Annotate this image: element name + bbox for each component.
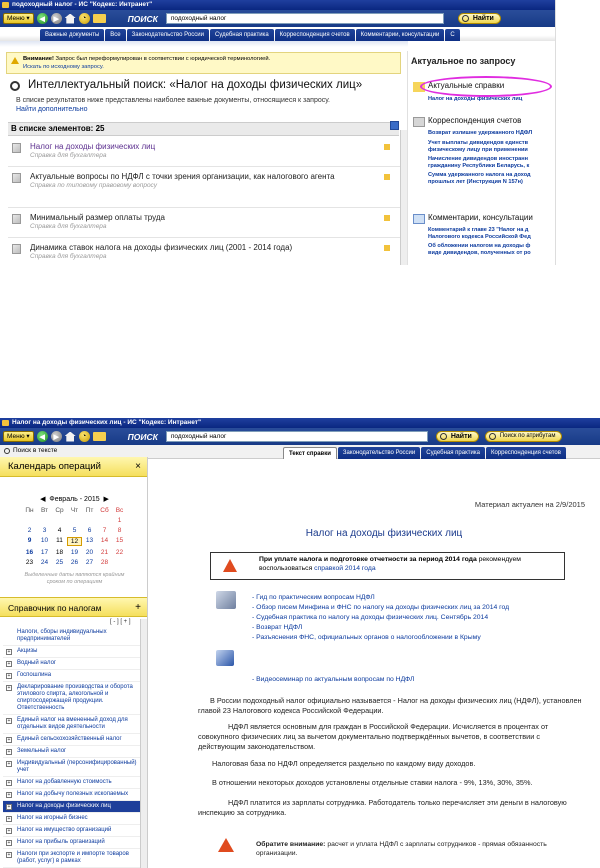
expand-icon[interactable]: + — [7, 749, 11, 755]
paragraph-2: НДФЛ является основным для граждан в Российской Федерации. Исчисляется в процентах от совокупного физических лиц за вычетом документально подтверждённых вычетов, в соответствии с действующим законодательством. — [198, 722, 549, 751]
paragraph-3: Налоговая база по НДФЛ определяется раздельно по каждому виду доходов. — [212, 759, 476, 768]
tab-bar — [0, 27, 555, 41]
paragraph-5: НДФЛ платится из зарплаты сотрудника. Работодатель только перечисляет эти деньги в налоговую инспекцию за сотрудника. — [198, 798, 567, 817]
tree-item[interactable] — [3, 849, 140, 868]
menu-label: Меню — [7, 433, 25, 440]
seminar-link[interactable]: - Видеосеминар по актуальным вопросам по НДФЛ — [252, 676, 415, 683]
doc-type: Справка для бухгалтера — [30, 152, 107, 159]
correspondence-link[interactable]: Возврат излишне удержанного НДФЛ — [428, 130, 533, 136]
calendar-grid — [22, 507, 127, 566]
tab-reference-text[interactable]: Текст справки — [283, 447, 337, 459]
list-item[interactable] — [12, 172, 402, 189]
separator — [8, 207, 408, 208]
notice-text: Запрос был переформулирован в соответствии с юридической терминологией. — [53, 56, 271, 62]
calendar-day[interactable]: 9 — [27, 537, 32, 544]
list-count-header: В списке элементов: 25 — [8, 122, 399, 136]
calendar-empty-cell: . — [73, 517, 76, 524]
tree-item[interactable] — [3, 746, 140, 758]
results-intro: В списке результатов ниже представлены наиболее важные документы, относящиеся к запросу. — [16, 97, 330, 104]
list-item[interactable] — [12, 213, 402, 230]
weekday-label: Пт — [85, 507, 94, 514]
close-icon[interactable]: × — [135, 461, 141, 472]
calendar-day[interactable]: 8 — [117, 527, 122, 534]
tree-item-label: Единый сельскохозяйственный налог — [17, 736, 122, 742]
seminar-icon — [216, 650, 234, 666]
expand-icon[interactable]: + — [7, 649, 11, 655]
expand-icon[interactable]: + — [7, 673, 11, 679]
court-practice-link[interactable]: - Судебная практика по налогу на доходы физических лиц. Сентябрь 2014 — [252, 614, 489, 621]
expand-icon[interactable]: + — [7, 804, 11, 810]
tree-item-label: Налог на игорный бизнес — [17, 815, 88, 821]
weekday-label: Ср — [55, 507, 64, 514]
calendar-day[interactable]: 19 — [70, 549, 79, 556]
document-title: Налог на доходы физических лиц — [305, 528, 463, 539]
expand-icon[interactable]: + — [7, 761, 11, 767]
forward-icon[interactable]: ▶ — [51, 431, 62, 442]
tree-item-label: Налог на прибыль организаций — [17, 839, 105, 845]
tree-item[interactable] — [3, 715, 140, 734]
calendar-day[interactable]: 1 — [117, 517, 122, 524]
tree-item[interactable] — [3, 825, 140, 837]
folder-icon[interactable] — [93, 432, 106, 441]
calendar-day-today[interactable]: 12 — [67, 537, 82, 546]
back-icon[interactable]: ◀ — [37, 431, 48, 442]
comment-link[interactable]: Об обложении налогом на доходы ф — [428, 243, 531, 249]
expand-icon[interactable]: + — [7, 828, 11, 834]
guide-link[interactable]: - Гид по практическим вопросам НДФЛ — [252, 594, 375, 601]
expand-icon[interactable]: + — [7, 852, 11, 858]
left-panel — [0, 457, 148, 868]
calendar-day[interactable]: 22 — [115, 549, 124, 556]
find-button[interactable] — [436, 431, 479, 442]
separator — [8, 237, 408, 238]
folder-icon[interactable] — [93, 14, 106, 23]
tab-bar — [283, 445, 600, 459]
expand-icon[interactable]: + — [7, 685, 11, 691]
tree-item-label: Водный налог — [17, 660, 57, 666]
calendar-day[interactable]: 16 — [25, 549, 34, 556]
weekday-label: Вт — [40, 507, 49, 514]
calendar-day[interactable]: 21 — [100, 549, 109, 556]
comment-link[interactable]: Комментарий к главе 23 "Налог на д — [428, 227, 529, 233]
tree-item-label: Земельный налог — [17, 748, 67, 754]
document-icon — [12, 173, 21, 183]
calendar-empty-cell: . — [58, 517, 61, 524]
correspondence-link[interactable]: Начисление дивидендов иностранн — [428, 156, 529, 162]
calendar-day[interactable]: 13 — [85, 537, 94, 544]
list-options-icon[interactable] — [390, 121, 399, 130]
attribute-search-label: Поиск по атрибутам — [499, 433, 556, 439]
correspondence-link[interactable]: физическому лицу при применении — [428, 146, 528, 153]
actual-panel-title: Актуальное по запросу — [411, 56, 516, 66]
notice-bold: Внимание! — [23, 56, 54, 62]
tree-item-label: Налог на добавленную стоимость — [17, 779, 112, 785]
tree-item-label: Налог на доходы физических лиц — [17, 803, 111, 809]
doc-type: Справка для бухгалтера — [30, 253, 107, 260]
actual-reference-link[interactable]: Налог на доходы физических лиц — [428, 96, 523, 102]
calendar-note: Выделенные даты являются крайним сроком по операциям — [24, 572, 125, 585]
calendar-day[interactable]: 3 — [42, 527, 47, 534]
screenshot-reference-document — [0, 418, 600, 868]
correspondence-heading[interactable]: Корреспонденция счетов — [428, 116, 522, 125]
tree-item-label: Акцизы — [17, 648, 38, 654]
calendar-day[interactable]: 10 — [40, 537, 49, 544]
calendar — [22, 495, 127, 586]
crimea-link[interactable]: - Разъяснения ФНС, официальных органов о налогообложении в Крыму — [252, 634, 481, 641]
comment-link[interactable]: Налогового кодекса Российской Фед — [428, 233, 531, 240]
calendar-title: Календарь операций — [8, 461, 101, 472]
tree-item[interactable] — [3, 777, 140, 789]
find-in-text-button[interactable]: Поиск в тексте — [13, 447, 58, 454]
calendar-empty-cell — [112, 559, 127, 566]
calendar-day[interactable]: 25 — [55, 559, 64, 566]
page-heading: Интеллектуальный поиск: «Налог на доходы физических лиц» — [28, 79, 363, 91]
search-label: ПОИСК — [127, 13, 158, 24]
warning-bold: При уплате налога и подготовке отчетности за период 2014 года — [259, 556, 477, 563]
app-icon — [2, 2, 9, 8]
reference-2014-link[interactable]: справкой 2014 года — [314, 565, 376, 572]
pen-icon — [413, 214, 425, 224]
prev-month-icon[interactable]: ◀ — [40, 496, 46, 503]
home-icon[interactable] — [65, 432, 76, 442]
doc-type: Справка по типовому правовому вопросу — [30, 182, 157, 189]
warning-icon — [223, 559, 237, 572]
calendar-day[interactable]: 7 — [102, 527, 107, 534]
tree-item[interactable] — [3, 682, 140, 715]
tree-item-label: Единый налог на вмененный доход для отдельных видов деятельности — [17, 717, 128, 730]
tab-account-correspondence[interactable]: Корреспонденция счетов — [275, 29, 355, 41]
attention-note — [256, 840, 586, 858]
find-in-text-icon — [4, 448, 10, 454]
document-view — [168, 458, 600, 868]
doc-title[interactable]: Налог на доходы физических лиц — [30, 142, 156, 151]
search-label: ПОИСК — [127, 431, 158, 442]
tree-item-selected[interactable] — [3, 801, 140, 813]
document-icon — [12, 143, 21, 153]
calendar-empty-cell: . — [103, 517, 106, 524]
menu-label: Меню — [7, 15, 25, 22]
tree-item-label: Госпошлина — [17, 672, 52, 678]
history-icon[interactable]: ◔ — [79, 431, 90, 442]
tree-item-label: Налог на добычу полезных ископаемых — [17, 791, 129, 797]
toolbar — [0, 428, 600, 445]
tab-account-correspondence[interactable]: Корреспонденция счетов — [486, 447, 566, 459]
search-input[interactable]: подоходный налог — [166, 431, 428, 442]
next-month-icon[interactable]: ▶ — [103, 496, 109, 503]
actual-references-heading[interactable]: Актуальные справки — [428, 81, 505, 90]
calendar-day[interactable]: 24 — [40, 559, 49, 566]
title-bar — [0, 0, 555, 10]
correspondence-link[interactable]: Сумма удержанного налога на доход — [428, 172, 531, 178]
toolbar — [0, 10, 555, 27]
expand-icon[interactable]: + — [7, 792, 11, 798]
comment-link[interactable]: виде дивидендов, полученных от ро — [428, 249, 531, 256]
original-query-link[interactable]: Искать по исходному запросу. — [23, 64, 104, 70]
window-title: Налог на доходы физических лиц - ИС "Кодекс: Интранет" — [12, 419, 202, 426]
app-icon — [2, 420, 9, 426]
warning-text: рекомендуем воспользоваться — [259, 556, 521, 572]
tab-legislation[interactable]: Законодательство России — [338, 447, 420, 459]
tree-scrollbar[interactable] — [140, 619, 147, 868]
calendar-empty-cell: . — [88, 517, 91, 524]
tree-item[interactable] — [3, 789, 140, 801]
menu-button[interactable]: Меню ▾ — [3, 431, 34, 442]
list-item[interactable] — [12, 243, 402, 260]
correspondence-link[interactable]: Учет выплаты дивидендов единств — [428, 140, 529, 146]
calendar-header — [0, 457, 147, 477]
tree-item[interactable] — [3, 627, 140, 646]
find-button[interactable] — [458, 13, 501, 24]
calendar-empty-cell: . — [28, 517, 31, 524]
calendar-day[interactable]: 4 — [57, 527, 62, 534]
doc-title[interactable]: Актуальные вопросы по НДФЛ с точки зрения организации, как налогового агента — [30, 172, 335, 181]
expand-icon[interactable]: + — [7, 780, 11, 786]
comments-heading[interactable]: Комментарии, консультации — [428, 213, 533, 222]
correspondence-link[interactable]: прошлых лет (Инструкция N 157н) — [428, 178, 523, 185]
history-icon[interactable]: ◔ — [79, 13, 90, 24]
notice-line — [23, 55, 400, 63]
find-more-link[interactable]: Найти дополнительно — [16, 106, 88, 113]
menu-button[interactable]: Меню ▾ — [3, 13, 34, 24]
tree-item[interactable] — [3, 658, 140, 670]
results-scrollbar[interactable] — [400, 130, 407, 265]
calendar-day[interactable]: 28 — [100, 559, 109, 566]
weekday-label: Чт — [70, 507, 79, 514]
books-icon — [413, 117, 425, 127]
expand-icon[interactable]: + — [7, 840, 11, 846]
magnifier-icon — [10, 81, 20, 91]
document-icon — [12, 244, 21, 254]
tree-item[interactable] — [3, 646, 140, 658]
weekday-label: Пн — [25, 507, 34, 514]
calendar-day[interactable]: 17 — [40, 549, 49, 556]
warning-icon — [11, 57, 19, 64]
expand-icon[interactable]: + — [7, 661, 11, 667]
document-icon — [12, 214, 21, 224]
doc-title[interactable]: Динамика ставок налога на доходы физических лиц (2001 - 2014 года) — [30, 243, 293, 252]
expand-plus-icon[interactable]: + — [135, 602, 141, 613]
calendar-day[interactable]: 23 — [25, 559, 34, 566]
tax-tree — [3, 627, 140, 868]
tax-reference-header — [0, 597, 147, 617]
warning-box — [210, 552, 565, 580]
review-link[interactable]: - Обзор писем Минфина и ФНС по налогу на доходы физических лиц за 2014 год — [252, 604, 510, 611]
tree-item-label: Индивидуальный (персонифицированный) учет — [17, 760, 137, 773]
tree-item-label: Налог на имущество организаций — [17, 827, 112, 833]
tree-expand-controls[interactable]: [ - ] [ + ] — [110, 619, 131, 625]
screenshot-search-results — [0, 0, 556, 265]
tab-more[interactable]: С — [445, 29, 459, 41]
tree-item-label: Декларирование производства и оборота этилового спирта, алкогольной и спиртосодержащей продукции. Ответственность — [17, 684, 133, 711]
refund-link[interactable]: - Возврат НДФЛ — [252, 624, 303, 631]
weekday-label: Вс — [115, 507, 124, 514]
attention-text: расчет и уплата НДФЛ с зарплаты сотрудников - прямая обязанность организации. — [256, 841, 547, 857]
calendar-day[interactable]: 14 — [100, 537, 109, 544]
tax-reference-title: Справочник по налогам — [8, 603, 102, 613]
calendar-day[interactable]: 18 — [55, 549, 64, 556]
attribute-search-button[interactable] — [485, 431, 563, 442]
search-input[interactable]: подоходный налог — [166, 13, 444, 24]
tab-all[interactable]: Все — [105, 29, 125, 41]
bookmark-icon[interactable] — [384, 215, 390, 221]
find-label: Найти — [472, 15, 494, 22]
tab-legislation[interactable]: Законодательство России — [127, 29, 209, 41]
tab-important[interactable]: Важные документы — [40, 29, 104, 41]
doc-type: Справка для бухгалтера — [30, 223, 107, 230]
tab-court-practice[interactable]: Судебная практика — [421, 447, 485, 459]
expand-icon[interactable]: + — [7, 737, 11, 743]
window-title: подоходный налог - ИС "Кодекс: Интранет" — [12, 1, 153, 8]
calendar-month: Февраль - 2015 — [49, 496, 100, 503]
tree-item[interactable] — [3, 758, 140, 777]
tree-item[interactable] — [3, 837, 140, 849]
highlight-ellipse — [420, 76, 552, 97]
attention-bold: Обратите внимание: — [256, 841, 326, 848]
calendar-day[interactable]: 15 — [115, 537, 124, 544]
attention-icon — [218, 838, 234, 852]
back-icon[interactable]: ◀ — [37, 13, 48, 24]
home-icon[interactable] — [65, 14, 76, 24]
bookmark-icon[interactable] — [384, 245, 390, 251]
reformulation-notice — [6, 52, 401, 74]
calendar-day[interactable]: 2 — [27, 527, 32, 534]
tree-item-label: Налоги, сборы индивидуальных предпринимателей — [17, 629, 107, 642]
tab-court-practice[interactable]: Судебная практика — [210, 29, 274, 41]
calendar-day[interactable]: 26 — [70, 559, 79, 566]
expand-icon[interactable]: + — [7, 718, 11, 724]
weekday-label: Сб — [100, 507, 109, 514]
actual-date: Материал актуален на 2/9/2015 — [474, 500, 585, 509]
tree-item-label: Налоги при экспорте и импорте товаров (работ, услуг) в рамках — [17, 851, 129, 864]
calendar-day[interactable]: 5 — [72, 527, 77, 534]
tree-item[interactable] — [3, 813, 140, 825]
doc-title[interactable]: Минимальный размер оплаты труда — [30, 213, 165, 222]
calendar-empty-cell: . — [43, 517, 46, 524]
find-label: Найти — [450, 433, 472, 440]
tree-item[interactable] — [3, 734, 140, 746]
forward-icon[interactable]: ▶ — [51, 13, 62, 24]
separator — [8, 166, 408, 167]
paragraph-1: В России подоходный налог официально называется - Налог на доходы физических лиц (НДФЛ), установлен главой 23 Налогового кодекса Российской Федерации. — [198, 696, 582, 715]
calendar-month-nav — [22, 495, 127, 503]
list-item[interactable] — [12, 142, 402, 159]
bookmark-icon[interactable] — [384, 174, 390, 180]
paragraph-4: В отношении некоторых доходов установлены отдельные ставки налога - 9%, 13%, 30%, 35%. — [212, 778, 533, 787]
calendar-day[interactable]: 6 — [87, 527, 92, 534]
video-icon — [216, 591, 236, 609]
title-bar — [0, 418, 600, 428]
tree-item[interactable] — [3, 670, 140, 682]
correspondence-link[interactable]: гражданину Республики Беларусь, к — [428, 162, 530, 169]
tab-comments[interactable]: Комментарии, консультации — [356, 29, 445, 41]
bookmark-icon[interactable] — [384, 144, 390, 150]
content-top-shade — [0, 41, 408, 47]
calendar-day[interactable]: 11 — [56, 537, 63, 544]
calendar-day[interactable]: 20 — [85, 549, 94, 556]
expand-icon[interactable]: + — [7, 816, 11, 822]
calendar-day[interactable]: 27 — [85, 559, 94, 566]
